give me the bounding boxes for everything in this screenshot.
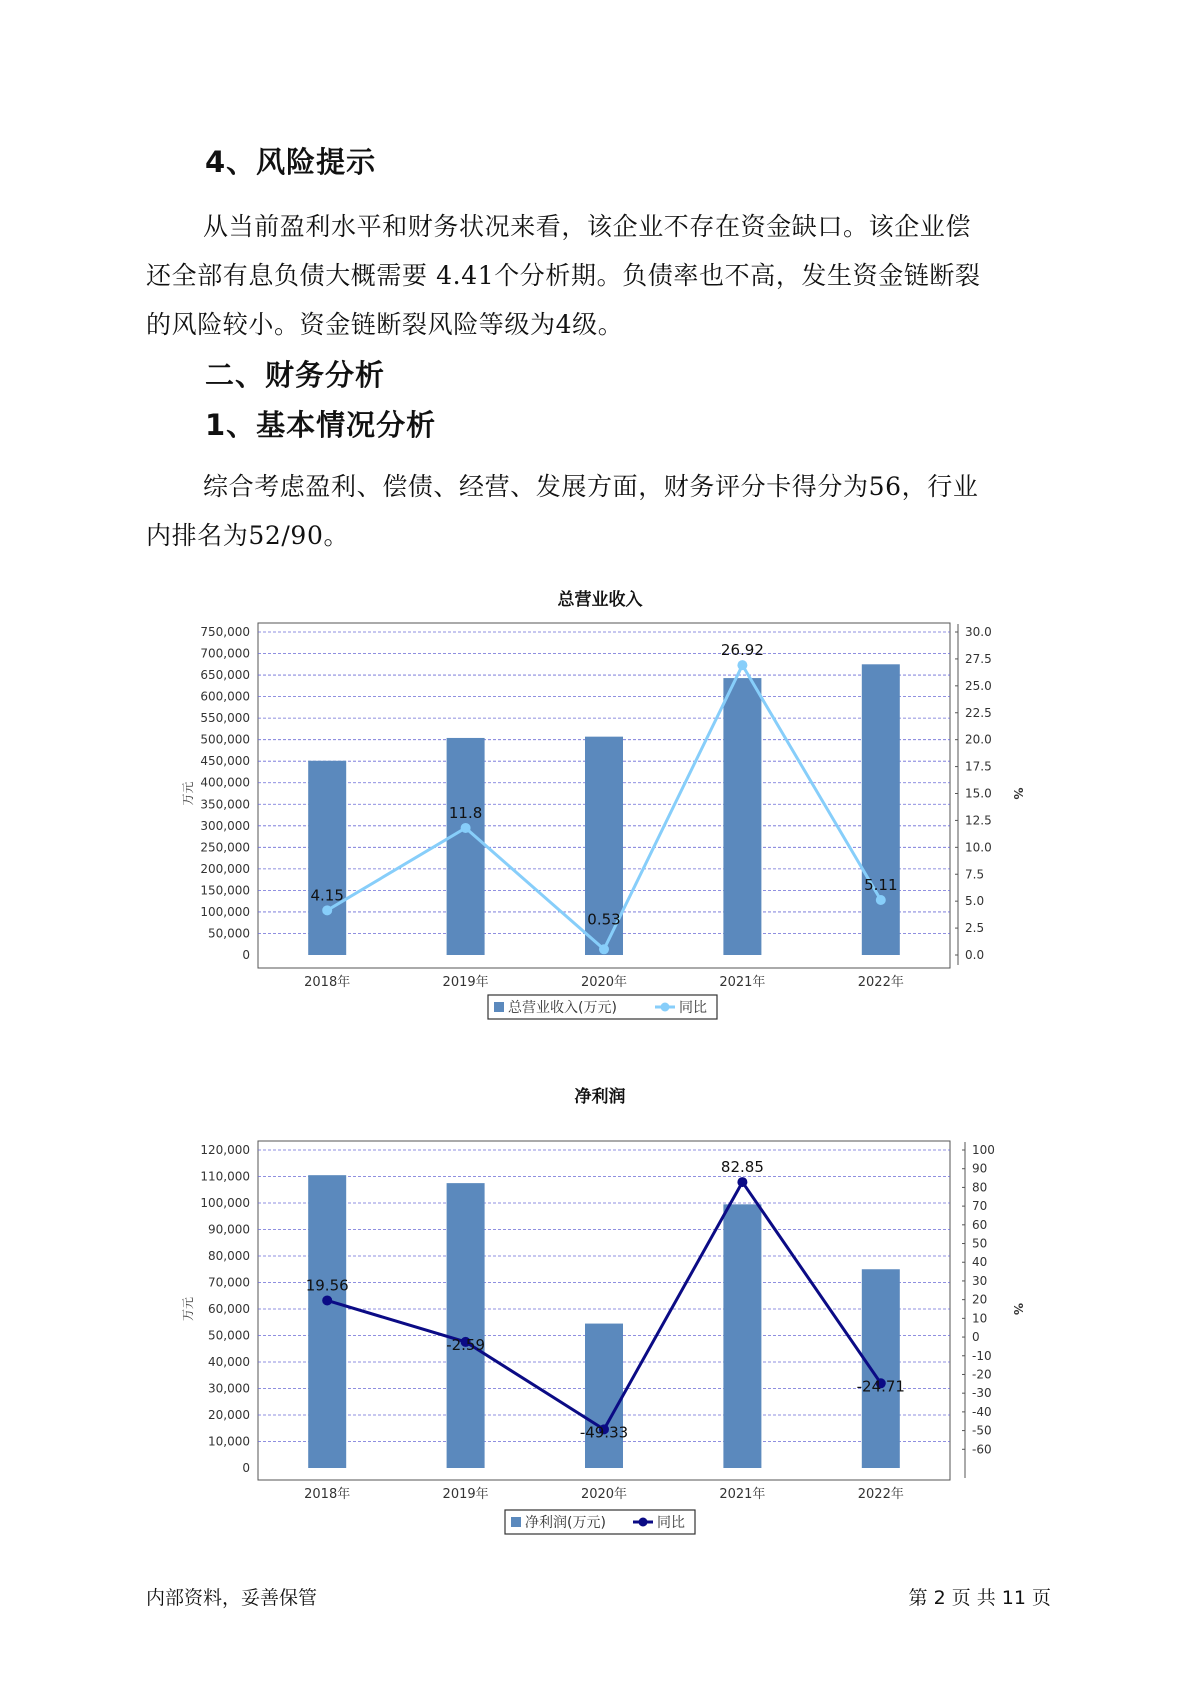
profit-data-label: 82.85 (720, 1158, 764, 1177)
profit-y-tick-label: 50,000 (208, 1328, 250, 1343)
profit-y2-tick-label: 0 (972, 1330, 980, 1345)
revenue-legend-bar-swatch (494, 1002, 504, 1012)
revenue-y2-tick-label: 17.5 (965, 759, 992, 774)
revenue-y2-tick-label: 10.0 (965, 840, 992, 855)
profit-y2-tick-label: 40 (972, 1255, 988, 1270)
revenue-y-tick-label: 150,000 (200, 883, 250, 898)
revenue-x-tick-label: 2022年 (857, 975, 904, 990)
revenue-y-tick-label: 700,000 (200, 646, 250, 661)
profit-legend-bar-label: 净利润(万元) (525, 1515, 606, 1531)
revenue-legend-line-label: 同比 (679, 1000, 707, 1016)
profit-y2-tick-label: 100 (972, 1143, 995, 1157)
revenue-y2-axis-label: % (1011, 787, 1025, 800)
revenue-yoy-point (737, 660, 747, 670)
profit-legend-line-label: 同比 (657, 1515, 685, 1531)
profit-y-tick-label: 10,000 (208, 1434, 250, 1449)
revenue-y2-tick-label: 7.5 (965, 867, 985, 882)
score-paragraph (146, 462, 1056, 560)
profit-y-tick-label: 70,000 (208, 1275, 250, 1290)
revenue-y-tick-label: 500,000 (200, 732, 250, 747)
profit-y2-axis-label: % (1011, 1302, 1025, 1316)
revenue-chart (0, 600, 1191, 1040)
revenue-legend-line-marker (661, 1003, 670, 1012)
profit-y-tick-label: 30,000 (208, 1381, 250, 1396)
revenue-y2-tick-label: 5.0 (965, 894, 985, 909)
profit-yoy-point (737, 1177, 747, 1187)
profit-y2-tick-label: 10 (972, 1311, 988, 1326)
profit-y-tick-label: 120,000 (200, 1143, 250, 1157)
profit-legend-bar-swatch (511, 1517, 521, 1527)
revenue-y2-tick-label: 2.5 (965, 921, 985, 936)
revenue-x-tick-label: 2020年 (580, 975, 628, 990)
profit-y-tick-label: 0 (242, 1461, 250, 1475)
revenue-y-tick-label: 550,000 (200, 711, 250, 726)
revenue-y-tick-label: 300,000 (200, 818, 250, 833)
profit-bar (308, 1175, 346, 1468)
profit-bar (862, 1269, 900, 1468)
revenue-y-tick-label: 0 (242, 948, 250, 962)
revenue-x-tick-label: 2018年 (304, 975, 351, 990)
profit-x-tick-label: 2021年 (719, 1487, 766, 1502)
revenue-y-tick-label: 350,000 (200, 797, 250, 812)
revenue-y-tick-label: 200,000 (200, 861, 250, 876)
profit-x-tick-label: 2020年 (580, 1487, 628, 1502)
profit-y2-tick-label: 50 (972, 1236, 988, 1251)
revenue-y-tick-label: 450,000 (200, 754, 250, 769)
profit-y2-tick-label: -40 (972, 1404, 992, 1419)
risk-heading: 4、风险提示 (205, 145, 377, 179)
revenue-y2-tick-label: 22.5 (965, 705, 992, 720)
risk-paragraph (146, 202, 1056, 349)
revenue-y-axis-label: 万元 (181, 781, 195, 806)
revenue-y2-tick-label: 0.0 (965, 948, 985, 962)
risk-line-2: 还全部有息负债大概需要 4.41个分析期。负债率也不高，发生资金链断裂 (146, 261, 981, 290)
revenue-y-tick-label: 600,000 (200, 689, 250, 704)
revenue-data-label: 5.11 (864, 875, 898, 894)
profit-chart-title: 净利润 (574, 1087, 626, 1107)
revenue-y2-tick-label: 15.0 (965, 786, 992, 801)
risk-line-3: 的风险较小。资金链断裂风险等级为4级。 (146, 310, 624, 339)
profit-y2-tick-label: -50 (972, 1423, 992, 1438)
revenue-bar (308, 761, 346, 955)
revenue-y2-tick-label: 25.0 (965, 678, 992, 693)
revenue-yoy-point (322, 905, 332, 915)
revenue-bar (447, 738, 485, 955)
profit-y-axis-label: 万元 (181, 1296, 195, 1322)
revenue-x-tick-label: 2019年 (442, 975, 489, 990)
revenue-bar (862, 664, 900, 955)
revenue-y-tick-label: 400,000 (200, 775, 250, 790)
profit-data-label: -24.71 (856, 1377, 905, 1396)
revenue-chart-title: 总营业收入 (557, 590, 643, 610)
profit-bar (723, 1204, 761, 1468)
profit-x-tick-label: 2019年 (442, 1487, 489, 1502)
profit-legend-line-marker (639, 1518, 648, 1527)
profit-y-tick-label: 90,000 (208, 1222, 250, 1237)
profit-y-tick-label: 100,000 (200, 1196, 250, 1210)
profit-bar (585, 1324, 623, 1468)
revenue-yoy-point (461, 823, 471, 833)
revenue-data-label: 4.15 (310, 886, 344, 905)
revenue-data-label: 0.53 (587, 910, 621, 929)
revenue-y-tick-label: 50,000 (208, 926, 250, 941)
profit-data-label: -49.33 (579, 1423, 629, 1442)
revenue-data-label: 26.92 (720, 641, 764, 660)
profit-yoy-point (322, 1295, 332, 1305)
footer-page-number: 第 2 页 共 11 页 (908, 1587, 1051, 1609)
basic-analysis-heading: 1、基本情况分析 (205, 408, 437, 442)
profit-y2-tick-label: 70 (972, 1199, 988, 1214)
profit-x-tick-label: 2022年 (857, 1487, 904, 1502)
revenue-y2-tick-label: 12.5 (965, 813, 992, 828)
footer-confidential: 内部资料，妥善保管 (146, 1587, 318, 1609)
profit-chart (0, 1100, 1191, 1540)
revenue-data-label: 11.8 (448, 803, 483, 822)
revenue-yoy-point (599, 944, 609, 954)
profit-data-label: 19.56 (305, 1276, 349, 1295)
revenue-y2-tick-label: 27.5 (965, 651, 992, 666)
profit-bar (447, 1183, 485, 1468)
profit-y-tick-label: 20,000 (208, 1408, 250, 1422)
revenue-yoy-point (876, 895, 886, 905)
revenue-y2-tick-label: 20.0 (965, 732, 992, 747)
revenue-y-tick-label: 100,000 (200, 904, 250, 919)
profit-y2-tick-label: 30 (972, 1273, 988, 1288)
finance-heading: 二、财务分析 (205, 358, 386, 392)
profit-y-tick-label: 80,000 (208, 1249, 250, 1263)
revenue-y-tick-label: 250,000 (200, 840, 250, 855)
revenue-y-tick-label: 750,000 (200, 625, 250, 639)
profit-y2-tick-label: 20 (972, 1292, 988, 1307)
revenue-y2-tick-label: 30.0 (965, 625, 992, 639)
revenue-y-tick-label: 650,000 (200, 668, 250, 683)
revenue-bar (723, 678, 761, 955)
profit-y-tick-label: 40,000 (208, 1355, 250, 1369)
profit-data-label: -2.59 (446, 1335, 486, 1354)
profit-y2-tick-label: -20 (972, 1367, 992, 1382)
risk-line-1: 从当前盈利水平和财务状况来看，该企业不存在资金缺口。该企业偿 (203, 212, 972, 241)
revenue-x-tick-label: 2021年 (719, 975, 766, 990)
score-line-2: 内排名为52/90。 (146, 521, 350, 550)
profit-y2-tick-label: -10 (972, 1348, 992, 1363)
profit-y2-tick-label: -60 (972, 1442, 992, 1457)
profit-y2-tick-label: 80 (972, 1180, 988, 1195)
score-line-1: 综合考虑盈利、偿债、经营、发展方面，财务评分卡得分为56，行业 (203, 472, 979, 501)
profit-y2-tick-label: -30 (972, 1386, 992, 1401)
profit-y-tick-label: 60,000 (208, 1302, 250, 1316)
profit-y2-tick-label: 60 (972, 1217, 988, 1232)
profit-y-tick-label: 110,000 (200, 1169, 250, 1184)
revenue-legend-bar-label: 总营业收入(万元) (508, 1000, 617, 1016)
profit-y2-tick-label: 90 (972, 1161, 988, 1176)
profit-x-tick-label: 2018年 (304, 1487, 351, 1502)
